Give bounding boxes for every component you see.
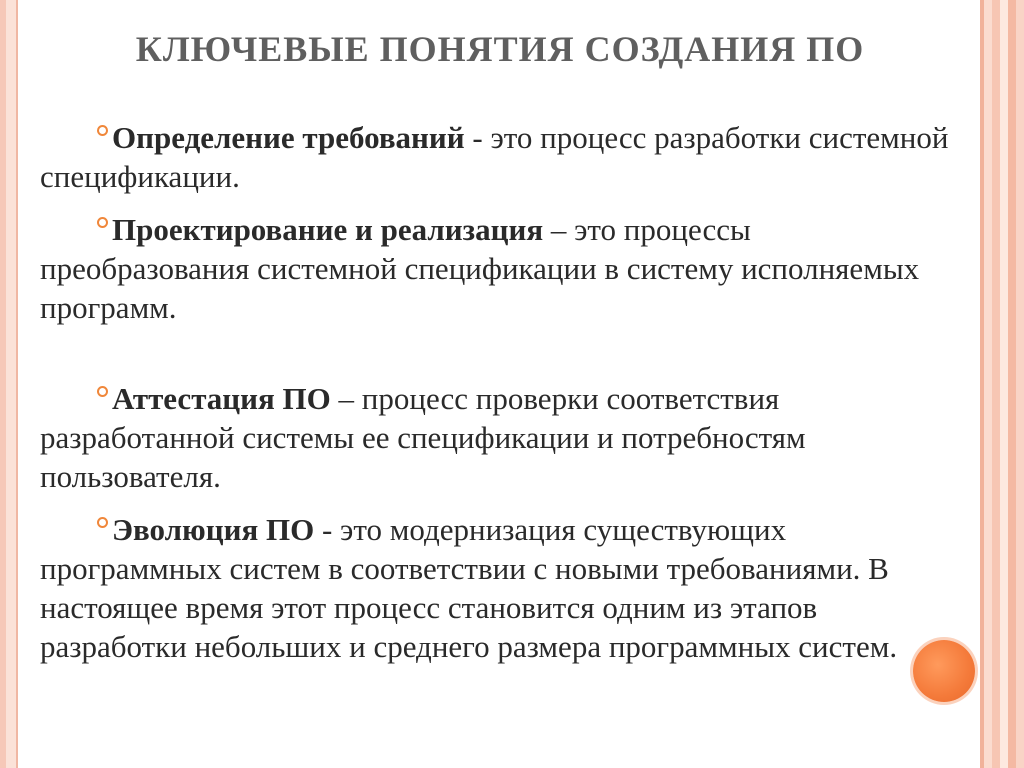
slide-title: КЛЮЧЕВЫЕ ПОНЯТИЯ СОЗДАНИЯ ПО [135, 29, 865, 69]
bullet-term: Определение требований [112, 120, 465, 155]
bullet-text: – процесс проверки соответствия разработанной системы ее спецификации и потребностям пользователя. [40, 381, 806, 494]
bullet-list [40, 118, 960, 680]
right-decor-band [976, 0, 1024, 768]
circle-bullet-icon [97, 125, 108, 136]
bullet-text: - это процесс разработки системной спецификации. [40, 120, 949, 194]
bullet-item-evolution [40, 510, 960, 666]
bullet-item-validation [40, 379, 960, 496]
orange-circle-decor [913, 640, 975, 702]
bullet-term: Проектирование и реализация [112, 212, 544, 247]
circle-bullet-icon [97, 517, 108, 528]
bullet-item-design [40, 210, 960, 327]
bullet-term: Эволюция ПО [112, 512, 315, 547]
bullet-text: – это процессы преобразования системной спецификации в систему исполняемых программ. [40, 212, 920, 325]
circle-bullet-icon [97, 217, 108, 228]
bullet-item-requirements [40, 118, 960, 196]
bullet-term: Аттестация ПО [112, 381, 331, 416]
left-decor-line [16, 0, 18, 768]
left-decor-stripe [0, 0, 16, 768]
bullet-text: - это модернизация существующих программных систем в соответствии с новыми требованиями. В настоящее время этот процесс становится одним из этапов разработки небольших и среднего размера программных систем. [40, 512, 898, 664]
circle-bullet-icon [97, 386, 108, 397]
